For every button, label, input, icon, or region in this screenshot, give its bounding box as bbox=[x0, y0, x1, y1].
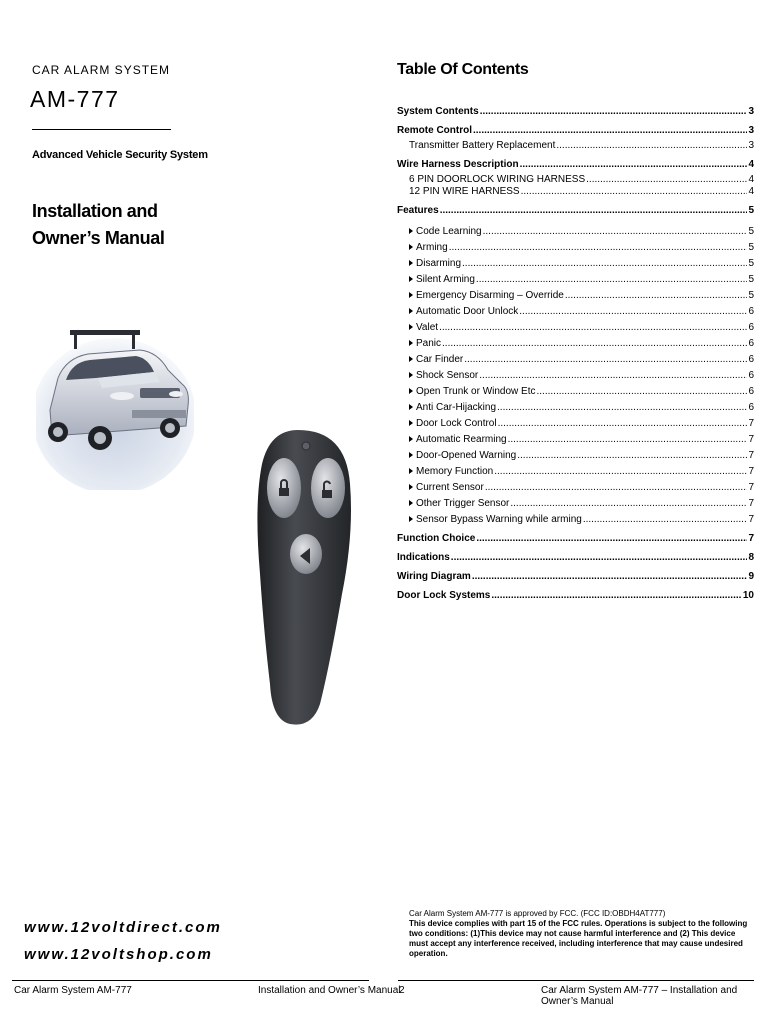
toc-leader-dots bbox=[520, 159, 748, 171]
toc-entry[interactable] bbox=[397, 186, 754, 198]
toc-leader-dots bbox=[483, 226, 748, 238]
bullet-arrow-icon bbox=[409, 356, 413, 362]
toc-leader-dots bbox=[476, 533, 747, 545]
toc-entry-page: 3 bbox=[748, 106, 754, 117]
bullet-arrow-icon bbox=[409, 244, 413, 250]
toc-entry-label: Anti Car-Hijacking bbox=[416, 402, 497, 413]
toc-entry[interactable] bbox=[397, 386, 754, 398]
toc-entry-page: 7 bbox=[748, 418, 754, 429]
toc-leader-dots bbox=[480, 106, 748, 118]
website-link-2[interactable]: www.12voltshop.com bbox=[24, 946, 213, 963]
toc-entry-label: Transmitter Battery Replacement bbox=[409, 140, 556, 151]
toc-entry[interactable] bbox=[397, 418, 754, 430]
toc-entry[interactable] bbox=[397, 125, 754, 137]
bullet-arrow-icon bbox=[409, 500, 413, 506]
toc-entry[interactable] bbox=[397, 402, 754, 414]
toc-entry-label: Function Choice bbox=[397, 533, 476, 544]
toc-entry[interactable] bbox=[397, 482, 754, 494]
toc-leader-dots bbox=[508, 434, 748, 446]
toc-leader-dots bbox=[439, 322, 747, 334]
toc-entry-label: Remote Control bbox=[397, 125, 472, 136]
toc-entry-page: 7 bbox=[748, 498, 754, 509]
toc-entry-label: Sensor Bypass Warning while arming bbox=[416, 514, 582, 525]
toc-entry-label: Door Lock Control bbox=[416, 418, 497, 429]
toc-entry-page: 3 bbox=[748, 140, 754, 151]
toc-entry-page: 4 bbox=[748, 159, 754, 170]
toc-leader-dots bbox=[586, 174, 747, 186]
toc-entry-label: Code Learning bbox=[416, 226, 482, 237]
toc-entry[interactable] bbox=[397, 258, 754, 270]
toc-entry-page: 7 bbox=[748, 482, 754, 493]
footer-rule-right bbox=[398, 980, 754, 981]
toc-entry-label: Shock Sensor bbox=[416, 370, 479, 381]
bullet-arrow-icon bbox=[409, 340, 413, 346]
toc-entry-page: 6 bbox=[748, 354, 754, 365]
bullet-arrow-icon bbox=[409, 292, 413, 298]
toc-entry[interactable] bbox=[397, 306, 754, 318]
toc-entry-page: 3 bbox=[748, 125, 754, 136]
manual-title bbox=[32, 198, 202, 252]
bullet-arrow-icon bbox=[409, 276, 413, 282]
toc-leader-dots bbox=[510, 498, 747, 510]
toc-leader-dots bbox=[556, 140, 747, 152]
toc-leader-dots bbox=[498, 418, 748, 430]
toc-entry-label: Silent Arming bbox=[416, 274, 475, 285]
bullet-arrow-icon bbox=[409, 372, 413, 378]
toc-leader-dots bbox=[537, 386, 748, 398]
toc-entry[interactable] bbox=[397, 338, 754, 350]
toc-entry-label: Arming bbox=[416, 242, 448, 253]
toc-leader-dots bbox=[565, 290, 748, 302]
toc-entry-page: 9 bbox=[748, 571, 754, 582]
toc-entry[interactable] bbox=[397, 354, 754, 366]
toc-entry-label: Door-Opened Warning bbox=[416, 450, 517, 461]
bullet-arrow-icon bbox=[409, 228, 413, 234]
toc-entry-page: 6 bbox=[748, 402, 754, 413]
toc-leader-dots bbox=[479, 370, 747, 382]
toc-entry[interactable] bbox=[397, 552, 754, 564]
toc-entry-page: 6 bbox=[748, 386, 754, 397]
toc-entry-page: 10 bbox=[742, 590, 754, 601]
toc-entry-page: 5 bbox=[748, 258, 754, 269]
toc-entry-label: System Contents bbox=[397, 106, 479, 117]
toc-entry[interactable] bbox=[397, 274, 754, 286]
toc-entry[interactable] bbox=[397, 514, 754, 526]
toc-entry-page: 7 bbox=[748, 533, 754, 544]
toc-leader-dots bbox=[464, 354, 747, 366]
toc-entry[interactable] bbox=[397, 450, 754, 462]
bullet-arrow-icon bbox=[409, 468, 413, 474]
toc-entry-page: 8 bbox=[748, 552, 754, 563]
toc-leader-dots bbox=[521, 186, 748, 198]
toc-entry-label: Wire Harness Description bbox=[397, 159, 519, 170]
title-rule bbox=[32, 129, 171, 130]
toc-entry[interactable] bbox=[397, 571, 754, 583]
car-image bbox=[36, 318, 194, 490]
toc-entry[interactable] bbox=[397, 159, 754, 171]
toc-entry-page: 6 bbox=[748, 306, 754, 317]
toc-entry[interactable] bbox=[397, 498, 754, 510]
page-number: 2 bbox=[399, 985, 405, 996]
toc-entry-page: 5 bbox=[748, 242, 754, 253]
toc-entry-page: 5 bbox=[748, 290, 754, 301]
bullet-arrow-icon bbox=[409, 308, 413, 314]
toc-leader-dots bbox=[440, 205, 748, 217]
footer-left-subtitle: Installation and Owner’s Manual bbox=[258, 985, 401, 996]
toc-entry-page: 6 bbox=[748, 322, 754, 333]
manual-title-line1: Installation and bbox=[32, 201, 158, 221]
toc-entry-page: 7 bbox=[748, 466, 754, 477]
footer-right-title: Car Alarm System AM-777 – Installation and Owner’s Manual bbox=[541, 985, 738, 1007]
toc-entry-label: 12 PIN WIRE HARNESS bbox=[409, 186, 520, 197]
toc-entry-label: Automatic Rearming bbox=[416, 434, 507, 445]
model-name: AM-777 bbox=[30, 86, 120, 112]
toc-entry-label: Disarming bbox=[416, 258, 462, 269]
toc-entry-label: 6 PIN DOORLOCK WIRING HARNESS bbox=[409, 174, 586, 185]
bullet-arrow-icon bbox=[409, 452, 413, 458]
bullet-arrow-icon bbox=[409, 260, 413, 266]
fcc-statement bbox=[409, 909, 749, 959]
fcc-approval: Car Alarm System AM-777 is approved by FCC. (FCC ID:OBDH4AT777) bbox=[409, 909, 666, 918]
toc-entry-label: Features bbox=[397, 205, 439, 216]
toc-entry[interactable] bbox=[397, 140, 754, 152]
toc-entry[interactable] bbox=[397, 466, 754, 478]
toc-leader-dots bbox=[472, 571, 748, 583]
toc-entry-page: 7 bbox=[748, 514, 754, 525]
toc-entry-label: Other Trigger Sensor bbox=[416, 498, 510, 509]
footer-rule-left bbox=[12, 980, 369, 981]
toc-entry-label: Current Sensor bbox=[416, 482, 484, 493]
toc-leader-dots bbox=[476, 274, 748, 286]
toc-leader-dots bbox=[494, 466, 747, 478]
website-link-1[interactable]: www.12voltdirect.com bbox=[24, 919, 222, 936]
bullet-arrow-icon bbox=[409, 516, 413, 522]
toc-entry-page: 7 bbox=[748, 450, 754, 461]
bullet-arrow-icon bbox=[409, 324, 413, 330]
toc-leader-dots bbox=[442, 338, 747, 350]
toc-entry-label: Panic bbox=[416, 338, 442, 349]
toc-entry[interactable] bbox=[397, 106, 754, 118]
fcc-compliance: This device complies with part 15 of the FCC rules. Operations is subject to the following two conditions: (1)This device may not cause harmful interference and (2) This device must accept any interference received, including interference that may cause undesired operation. bbox=[409, 919, 748, 958]
bullet-arrow-icon bbox=[409, 436, 413, 442]
product-subtitle: Advanced Vehicle Security System bbox=[32, 149, 208, 161]
toc-entry[interactable] bbox=[397, 290, 754, 302]
toc-entry-label: Memory Function bbox=[416, 466, 494, 477]
remote-control-image bbox=[250, 424, 356, 730]
toc-entry-label: Open Trunk or Window Etc bbox=[416, 386, 536, 397]
toc-entry-label: Wiring Diagram bbox=[397, 571, 471, 582]
toc-leader-dots bbox=[451, 552, 748, 564]
toc-entry-page: 6 bbox=[748, 370, 754, 381]
toc-entry-page: 4 bbox=[748, 186, 754, 197]
toc-entry-page: 6 bbox=[748, 338, 754, 349]
toc-entry[interactable] bbox=[397, 205, 754, 217]
toc-entry-page: 5 bbox=[748, 226, 754, 237]
toc-entry[interactable] bbox=[397, 590, 754, 602]
toc-title: Table Of Contents bbox=[397, 61, 529, 78]
toc-leader-dots bbox=[485, 482, 748, 494]
toc-entry[interactable] bbox=[397, 370, 754, 382]
toc-entry-page: 7 bbox=[748, 434, 754, 445]
product-category: CAR ALARM SYSTEM bbox=[32, 63, 171, 77]
toc-entry-label: Valet bbox=[416, 322, 439, 333]
toc-leader-dots bbox=[583, 514, 748, 526]
toc-leader-dots bbox=[491, 590, 742, 602]
toc-leader-dots bbox=[462, 258, 747, 270]
toc-entry-page: 5 bbox=[748, 274, 754, 285]
toc-entry-label: Emergency Disarming – Override bbox=[416, 290, 564, 301]
toc-entry-label: Door Lock Systems bbox=[397, 590, 491, 601]
toc-entry[interactable] bbox=[397, 533, 754, 545]
bullet-arrow-icon bbox=[409, 484, 413, 490]
footer-left-title: Car Alarm System AM-777 bbox=[14, 985, 132, 996]
toc-entry-label: Indications bbox=[397, 552, 450, 563]
bullet-arrow-icon bbox=[409, 420, 413, 426]
toc-leader-dots bbox=[517, 450, 747, 462]
toc-entry[interactable] bbox=[397, 174, 754, 186]
toc-leader-dots bbox=[497, 402, 747, 414]
bullet-arrow-icon bbox=[409, 404, 413, 410]
toc-entry-label: Automatic Door Unlock bbox=[416, 306, 519, 317]
toc-entry[interactable] bbox=[397, 434, 754, 446]
manual-title-line2: Owner’s Manual bbox=[32, 228, 165, 248]
toc-leader-dots bbox=[519, 306, 747, 318]
toc-entry[interactable] bbox=[397, 242, 754, 254]
toc-leader-dots bbox=[473, 125, 747, 137]
toc-leader-dots bbox=[449, 242, 748, 254]
toc-entry-page: 5 bbox=[748, 205, 754, 216]
toc-entry-label: Car Finder bbox=[416, 354, 464, 365]
bullet-arrow-icon bbox=[409, 388, 413, 394]
toc-entry[interactable] bbox=[397, 226, 754, 238]
toc-entry-page: 4 bbox=[748, 174, 754, 185]
toc-entry[interactable] bbox=[397, 322, 754, 334]
